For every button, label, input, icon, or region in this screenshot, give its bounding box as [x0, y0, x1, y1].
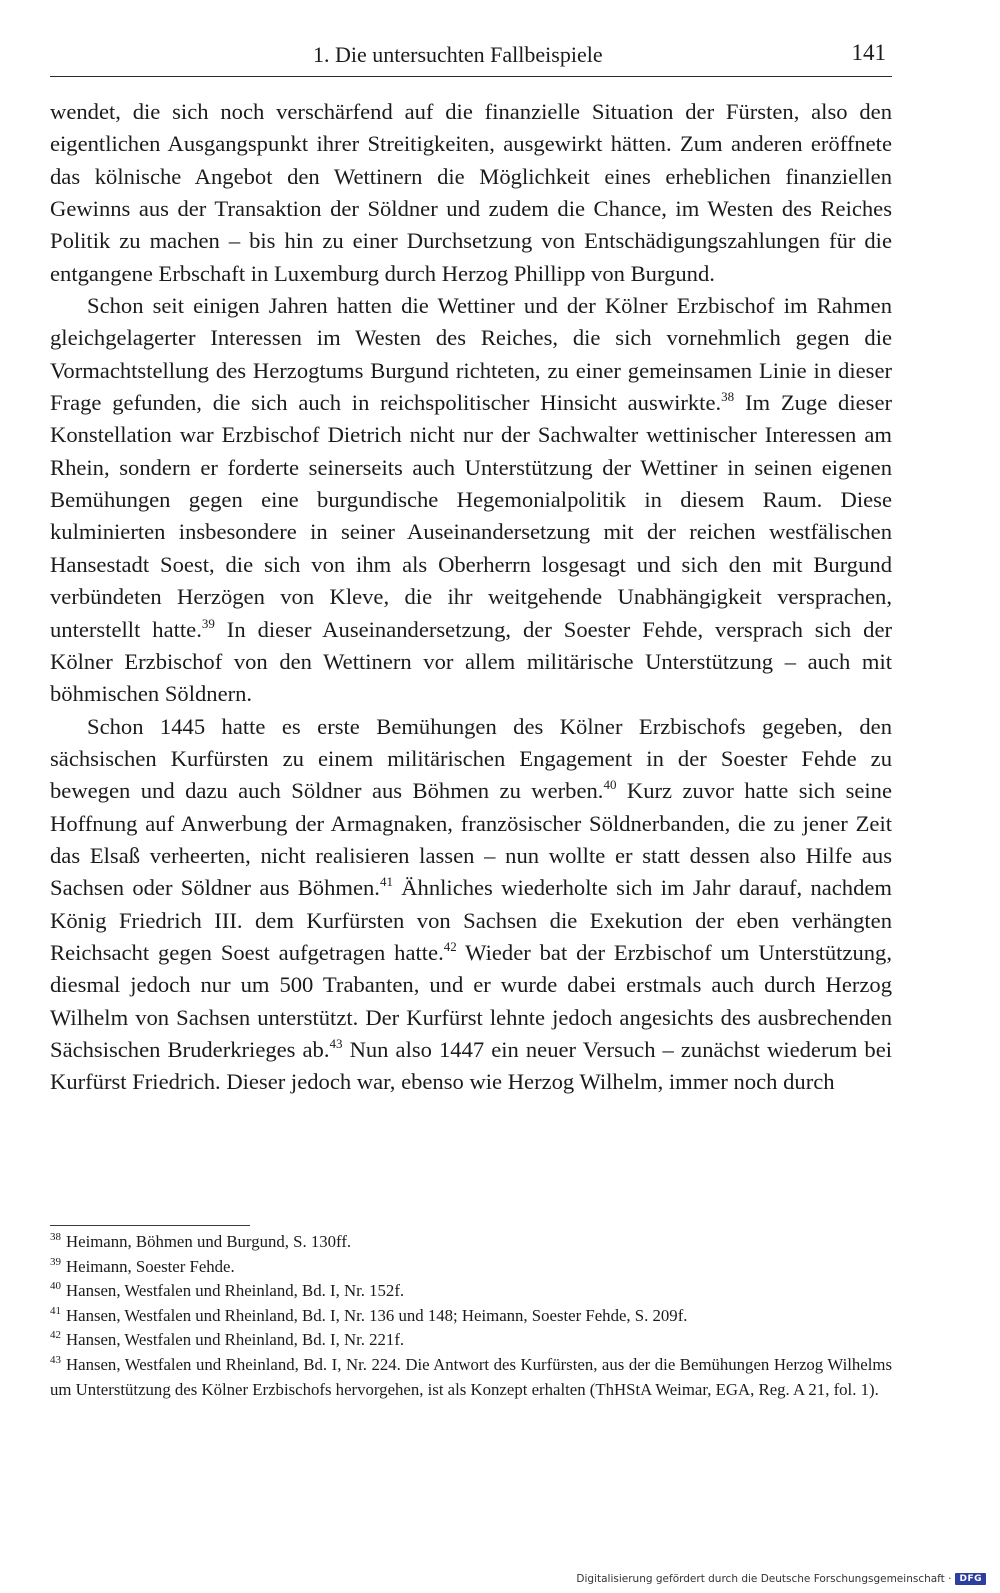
paragraph-2 [50, 290, 892, 710]
footnote-text: Hansen, Westfalen und Rheinland, Bd. I, Nr. 136 und 148; Heimann, Soester Fehde, S. 209f. [66, 1305, 688, 1325]
footnote-number: 40 [50, 1280, 61, 1293]
footnotes [50, 1225, 892, 1402]
footnote-41 [50, 1304, 892, 1329]
running-header [50, 34, 892, 77]
footnote-ref-38[interactable]: 38 [721, 389, 735, 405]
page-number: 141 [851, 40, 886, 65]
footnote-39 [50, 1255, 892, 1280]
footnote-42 [50, 1328, 892, 1353]
running-title: 1. Die untersuchten Fallbeispiele [313, 42, 603, 67]
text-run: Kurz zuvor hatte sich seine Hoffnung auf Anwerbung der Armagnaken, französischer Söldnerbanden, die zu jener Zeit das Elsaß verheerten, nicht realisieren lassen – nun wollte er statt dessen also Hilfe aus Sachsen oder Söldner aus Böhmen. [50, 778, 892, 901]
footnote-number: 43 [50, 1353, 61, 1366]
text-run: Wieder bat der Erzbischof um Unterstützung, diesmal jedoch nur um 500 Trabanten, und er wurde dabei erstmals auch durch Herzog Wilhelm von Sachsen unterstützt. Der Kurfürst lehnte jedoch angesichts des ausbrechenden Sächsischen Bruderkrieges ab. [50, 939, 892, 1062]
text-run: Ähnliches wiederholte sich im Jahr darauf, nachdem König Friedrich III. dem Kurfürsten von Sachsen die Exekution der eben verhängten Reichsacht gegen Soest aufgetragen hatte. [50, 875, 892, 965]
text-run: Schon seit einigen Jahren hatten die Wettiner und der Kölner Erzbischof im Rahmen gleichgelagerter Interessen im Westen des Reiches, die sich vornehmlich gegen die Vormachtstellung des Herzogtums Burgund richteten, zu einer gemeinsamen Linie in dieser Frage gefunden, die sich auch in reichspolitischer Hinsicht auswirkte. [50, 293, 892, 416]
text-run: Nun also 1447 ein neuer Versuch – zunächst wiederum bei Kurfürst Friedrich. Dieser jedoch war, ebenso wie Herzog Wilhelm, immer noch durch [50, 1036, 893, 1095]
footnote-number: 41 [50, 1304, 61, 1317]
footnote-text: Hansen, Westfalen und Rheinland, Bd. I, Nr. 152f. [66, 1281, 405, 1301]
main-text [50, 96, 892, 1099]
footnote-text: Heimann, Böhmen und Burgund, S. 130ff. [66, 1232, 352, 1251]
watermark-text: Digitalisierung gefördert durch die Deutsche Forschungsgemeinschaft · [576, 1573, 952, 1585]
footnote-text: Heimann, Soester Fehde. [66, 1256, 235, 1276]
footnote-ref-43[interactable]: 43 [329, 1035, 343, 1051]
footnote-rule [50, 1225, 250, 1226]
paragraph-1: wendet, die sich noch verschärfend auf die finanzielle Situation der Fürsten, also den eigentlichen Ausgangspunkt ihrer Streitigkeiten, ausgewirkt hätten. Zum anderen eröffnete das kölnische Angebot den Wettinern die Möglichkeit eines erheblichen finanziellen Gewinns aus der Transaktion der Söldner und zudem die Chance, im Westen des Reiches Politik zu machen – bis hin zu einer Durchsetzung von Entschädigungszahlungen für die entgangene Erbschaft in Luxemburg durch Herzog Phillipp von Burgund. [50, 99, 892, 286]
footnote-number: 39 [50, 1255, 61, 1268]
footnote-43 [50, 1353, 892, 1402]
paragraph-3 [50, 711, 892, 1099]
footnote-number: 38 [50, 1231, 61, 1243]
footnote-38 [50, 1230, 892, 1255]
footnote-ref-41[interactable]: 41 [379, 874, 393, 890]
text-run: In dieser Auseinandersetzung, der Soester Fehde, versprach sich der Kölner Erzbischof von den Wettinern vor allem militärische Unterstützung – auch mit böhmischen Söldnern. [50, 616, 892, 707]
text-run: Im Zuge dieser Konstellation war Erzbischof Dietrich nicht nur der Sachwalter wettinischer Interessen am Rhein, sondern er forderte seinerseits auch Unterstützung der Wettiner in seinen eigenen Bemühungen gegen eine burgundische Hegemonialpolitik in diesem Raum. Diese kulminierten insbesondere in seiner Auseinandersetzung mit der reichen westfälischen Hansestadt Soest, die sich von ihm als Oberherrn losgesagt und sich den mit Burgund verbündeten Herzögen von Kleve, die ihr weitgehende Unabhängigkeit versprachen, unterstellt hatte. [50, 390, 893, 642]
text-run: Schon 1445 hatte es erste Bemühungen des Kölner Erzbischofs gegeben, den sächsischen Kurfürsten zu einem militärischen Engagement in der Soester Fehde zu bewegen und dazu auch Söldner aus Böhmen zu werben. [50, 713, 892, 804]
footnote-40 [50, 1279, 892, 1304]
footnote-number: 42 [50, 1329, 61, 1342]
footnote-ref-40[interactable]: 40 [603, 777, 617, 793]
dfg-watermark [576, 1571, 986, 1587]
footnote-text: Hansen, Westfalen und Rheinland, Bd. I, Nr. 221f. [66, 1330, 405, 1350]
dfg-logo-icon: DFG [955, 1573, 986, 1585]
footnote-text: Hansen, Westfalen und Rheinland, Bd. I, Nr. 224. Die Antwort des Kurfürsten, aus der die Bemühungen Herzog Wilhelms um Unterstützung des Kölner Erzbischofs hervorgehen, ist als Konzept erhalten (ThHStA Weimar, EGA, Reg. A 21, fol. 1). [50, 1354, 892, 1399]
footnote-ref-39[interactable]: 39 [201, 615, 215, 631]
footnote-ref-42[interactable]: 42 [443, 938, 457, 954]
